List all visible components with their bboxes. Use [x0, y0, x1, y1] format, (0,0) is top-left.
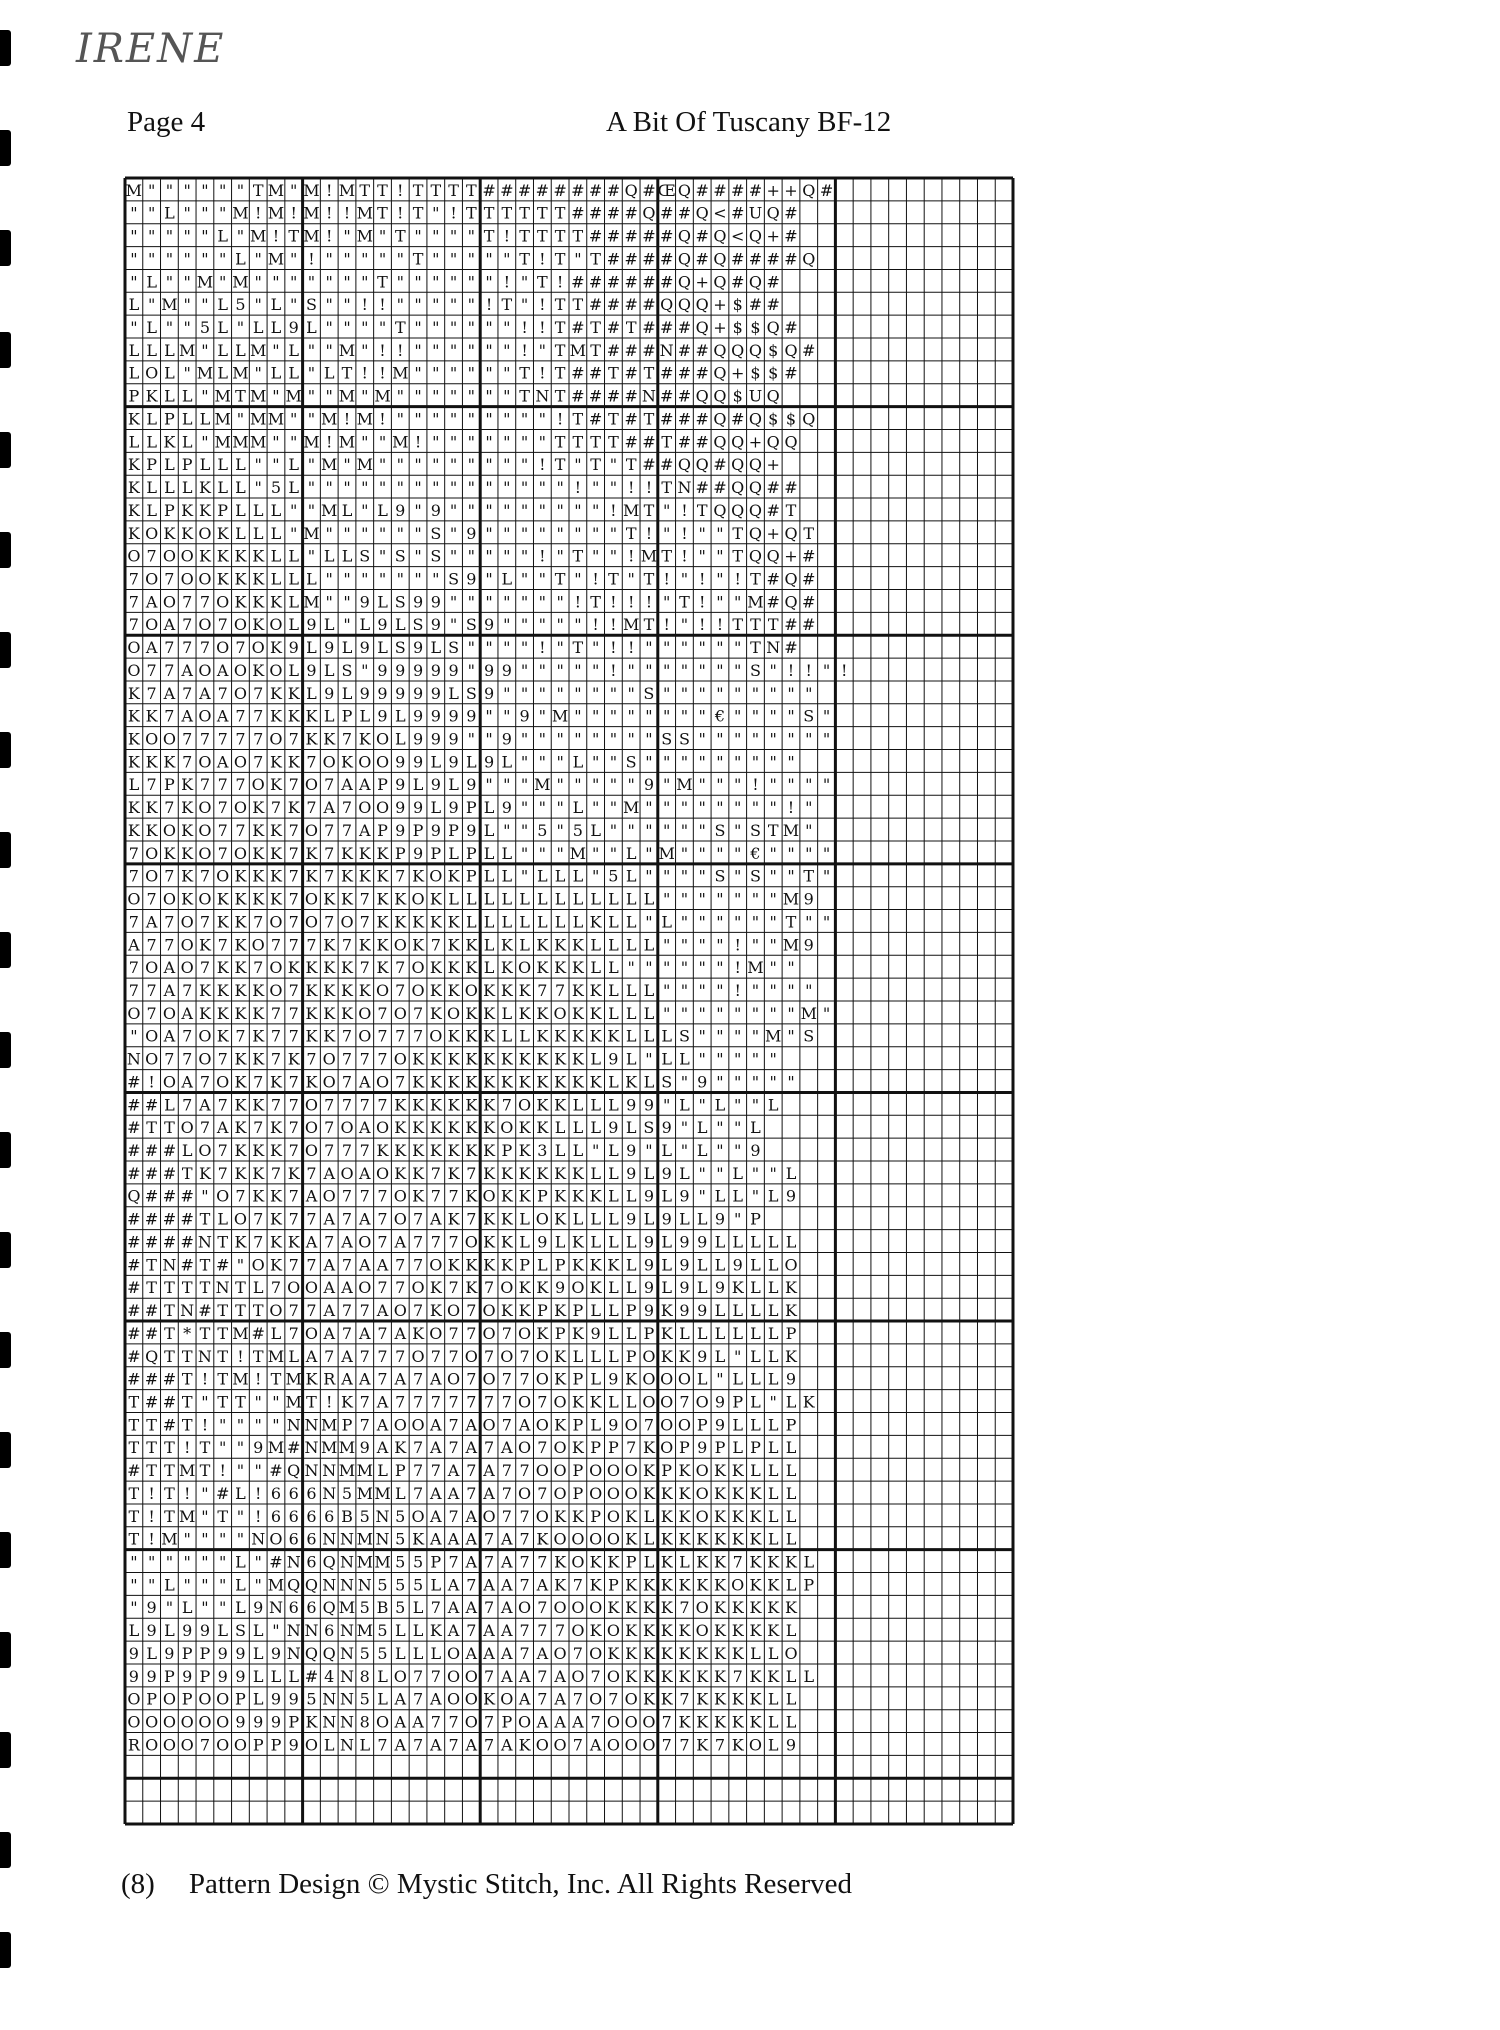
chart-row: 7O7OOKKKLLL"""""""S9"L""T"!T"T!"!"!T#Q# [128, 569, 816, 589]
binding-hole [0, 30, 11, 66]
footer-page-number: (8) [121, 1868, 155, 1900]
chart-row: 7O7K7OKKK7K7KKK7KOKPLL"LLL"5L""""S"S""T" [128, 866, 831, 886]
chart-row: KOO77777O7KK7KOL999""9""""""""SS"""""""" [127, 729, 831, 749]
chart-row: KKOKO77KK7O77AP9P9P9L""5"5L""""""S"STM" [127, 820, 813, 840]
binding-hole [0, 1432, 11, 1468]
chart-row: L"M""L5"L"S""!!"""""!T"!TT####QQQ+$## [128, 295, 780, 315]
chart-row: KK7KO7OK7K7A7OO99L9PL9"""L""M""""""""!" [127, 798, 813, 818]
chart-row: #TTTTNTL7OOAAO77OK7K7OKK9OKLL9L9L9KLLK [127, 1278, 797, 1298]
binding-hole [0, 732, 11, 768]
chart-row: 7A7O7KK7O7O7O7KKKKKLLLLLLLKLL"L""""""T"" [128, 912, 831, 932]
chart-row: 77A7KKKKO7KKKKO7OKKOKKK77KKLLL""""!"""" [128, 980, 813, 1000]
binding-hole [0, 230, 11, 266]
chart-row: ##TN#TTTO77A77AO7KO7OKKPKPLLP9K99LLLLK [127, 1301, 797, 1321]
chart-row: L7PK777OK7O7AAP9L9L9"""M"""""9"M"""!"""" [128, 775, 831, 795]
chart-row: 7AO77OKKKLM""9LS99"""""""!T!!!"T!""M#Q# [128, 592, 816, 612]
chart-row: A77OK7KO777K7KKOK7KKLKLKKKLLLL""""!""M9 [128, 935, 814, 955]
binding-hole [0, 1132, 11, 1168]
binding-hole [0, 1632, 11, 1668]
binding-hole [0, 332, 11, 368]
chart-row: KPLPLLL""L"M"M"""""""""!T"T"T##QQ#QQ+ [127, 455, 780, 475]
chart-row: LOL"MLM"LL"LT!!M""""""T!T##T#T###Q+$$# [128, 363, 798, 383]
footer-copyright: Pattern Design © Mystic Stitch, Inc. All Rights Reserved [188, 1868, 853, 1900]
binding-hole [0, 632, 11, 668]
chart-row: #!OA7OK7K7KO7AO7KKKKKKKKKKKLKLS"9""""" [127, 1072, 795, 1092]
chart-row: ####NTK7KKA7AO7A777OKKL9LKLLL9L99LLLLL [127, 1232, 797, 1252]
chart-row: "L""5L"LL9L""""T""""""!!T#T#T###Q+$$Q# [130, 318, 798, 337]
chart-row: 7OA7O7OKOL9L"L9LS9"S9"""""!!MT!"!!TTT## [128, 615, 816, 635]
binding-hole [0, 1032, 11, 1068]
chart-row: #TN#T#"OK77A7AA77OKKKKPLPKKKL9L9LL9LLO [127, 1255, 798, 1275]
chart-row: 7OKKO7OKK7K7KKKP9PLPLL"""M""L"M""""€"""" [128, 843, 831, 863]
page-label: Page 4 [127, 106, 206, 138]
chart-row: ###LO7KKK7O777KKKKKKKPK3LL"L9"L"L""9 [127, 1141, 761, 1160]
chart-row: #QTTNT!TMLA7A777O77O7O7OKLLLPOKK9L"LLK [127, 1346, 797, 1366]
chart-row: """""L"M!TM!"M"T""""T!TTTT#####Q#Q<Q+# [130, 226, 798, 246]
chart-row: OOOOOO999PKNN8OAA77O7POAAA7OOO7KKKKKLL [127, 1712, 797, 1732]
chart-row: PKLL"MTM"M""M"M"""""""TNT####N##QQ$UQ [128, 386, 780, 406]
chart-row: 9L9PP99L9NQQN55LLLOAAA7AO7OKKKKKKKKLLO [128, 1643, 798, 1663]
chart-row: T!TM"T"!6666B5N5OA7AO77OKKPOKLKKOKKKLL [128, 1506, 797, 1526]
footer [121, 1868, 852, 1901]
chart-row: 7OAO7KK7OKKKK7K7OKKKLKOKKKLL""""""!M"" [128, 958, 795, 978]
chart-row: ##L7A7KK77O7777KKKKKK7OKKLLL99"L"L""L [127, 1095, 779, 1115]
binding-hole [0, 932, 11, 968]
chart-row: ROOO7OOPP9OLNL7A7A7A7AKOO7AOOO77K7KOL9 [127, 1735, 797, 1755]
chart-row: OPOPOOPL995NN5LA7AOOKOA7A7O7OKK7KKKKLL [127, 1689, 797, 1709]
pattern-title: A Bit Of Tuscany BF-12 [606, 106, 892, 138]
chart-row: M""""""TM"M!MTT!TTTT########Q#ŒQ####++Q# [125, 180, 834, 200]
chart-row: "L""M"M"""""""T""""""!"T!######Q+Q#Q# [130, 272, 780, 292]
chart-row: O7OAKKKK77KKKO7O7KOKKLKKOKKLLL""""""""M" [127, 1003, 831, 1023]
handwritten-signature: IRENE [76, 26, 226, 72]
chart-row: KKK7OAO7KK7OKOO99L9L9L"""L""S""""""""" [127, 752, 795, 772]
chart-row: ###T!TM!TMKRAA7A7AO7O77OKPL9KOOOL"LLL9 [127, 1369, 797, 1389]
chart-row: """"""L"#N6QNMM55P7A7A77KOKKPLKLKK7KKKL [130, 1552, 815, 1572]
binding-hole [0, 1732, 11, 1768]
binding-hole [0, 1932, 11, 1968]
chart-row: ""L"""M!M!M!!MT!T"!TTTTTT####Q##Q<#UQ# [130, 203, 798, 223]
chart-grid-svg [123, 176, 1015, 1826]
chart-row: #TTMT!""#QNNMMLP77A7A77OOPOOOKPKOKKLLL [127, 1461, 797, 1481]
chart-row: OA777O7OK9L9L9LS9LS""""!"T"!!""""""TN# [127, 638, 798, 658]
chart-row: LLKL"MMM""M!M""M!"""""""TTTT##T##QQ+QQ [128, 432, 798, 452]
chart-row: O7OOKKKKLL"LLS"S"S"""""!"T""!MT!""TQQ+# [127, 546, 816, 566]
chart-row: ##T*TTM#L7OA7A7AKO77O7OKPK9LLPKLLLLLLP [127, 1323, 797, 1343]
chart-row: ""L"""L"MQQNNN555LA7AA7AK7KPKKKKKKOKKLP [130, 1575, 815, 1595]
binding-hole [0, 1232, 11, 1268]
binding-hole [0, 532, 11, 568]
chart-row: KK7AOA77KKKLPL9L9999""9"M""""""""€""""S" [127, 706, 831, 726]
binding-hole [0, 1832, 11, 1868]
spiral-binding [0, 0, 14, 2030]
chart-row: #TTO7AK7K7O7OAOKKKKKKOKKLLL9LS9"L""L [127, 1118, 761, 1138]
binding-hole [0, 1332, 11, 1368]
chart-row: NO77O7KK7K7O777OKKKKKKKKKKL9L"LL""""" [126, 1049, 777, 1069]
chart-row: LLLM"LLM"L""M"!!""""""!"TMT###N##QQQ$Q# [128, 340, 816, 360]
binding-hole [0, 432, 11, 468]
chart-row: 99P9P99LLL#4N8LO77OO7AA7AO7OKKKKKK7KKLL [128, 1666, 815, 1686]
chart-row: O77AOAOKOL9LS"99999"99"""""!"""""""S"!!"! [127, 660, 848, 680]
chart-row: L9L99LSL"NN6NM5LLKA7AA777OKOKKKKOKKKKL [128, 1621, 797, 1641]
chart-row: TTT!T""9M#NMM9AK7A7A7AO7OKPP7KOP9PLPLL [128, 1438, 797, 1458]
cross-stitch-chart [123, 176, 1015, 1826]
binding-hole [0, 130, 11, 166]
chart-row: T!T!"#L!666N5MML7AA7A7O7OPOOOKKKOKKKLL [128, 1483, 797, 1503]
chart-row: T!M""""NO66NNMN5KAAA7A7KOOOOKLKKKKKKLL [128, 1529, 797, 1549]
chart-row: K7A7A7O7KKL9L99999LS9""""""""S""""""""" [127, 683, 813, 703]
chart-row: KLLLKLL"5L"""""""""""""""!""!!TN##QQ## [127, 478, 798, 498]
chart-row: ####TLO7K77A7A7O7AK7KKLOKLLL9L9LL9"P [127, 1209, 761, 1229]
chart-row: T##T"TT""MT!K7A7777777O7OKKLLOO7O9PL"LK [128, 1392, 815, 1412]
chart-row: KLPKKPLLL""ML"L9"9"""""""""!MT"!TQQQ#T [127, 500, 797, 520]
chart-row: KLPLLM"MM""M!M!"""""""""!T#T#T###Q#Q$$Q [127, 409, 816, 429]
chart-row: "9"L""L9N66QM5B5L7AA7AO7OOOKKKK7OKKKKK [130, 1598, 797, 1618]
binding-hole [0, 832, 11, 868]
chart-row: Q###"O7KK7AO777OK77KOKKPKKKLL9L9"LL"L9 [127, 1186, 797, 1206]
chart-row: TT#T!""""NNMP7AOOA7AO7AOKPL9O7OOP9LLLP [128, 1415, 797, 1435]
binding-hole [0, 1532, 11, 1568]
chart-row: "OA7OK7K77KK7O777OKKKLLKKKKKLLLS""""M"S [130, 1026, 815, 1046]
chart-row: ###TK7KK7K7AOAOKK7K7KKKKKKLL9L9L""L""L [127, 1163, 797, 1183]
chart-row: """"""L"M"!"""""T"""""T!T"T####Q#Q####Q [130, 249, 816, 269]
chart-row: O7OKOKKKK7OKK7KKOKLLLLLLLLLLLL"""""""M9 [127, 889, 814, 909]
chart-row: KOKKOKLLL"M""""""S"9""""""""T!"!""TQ+QT [127, 523, 815, 543]
